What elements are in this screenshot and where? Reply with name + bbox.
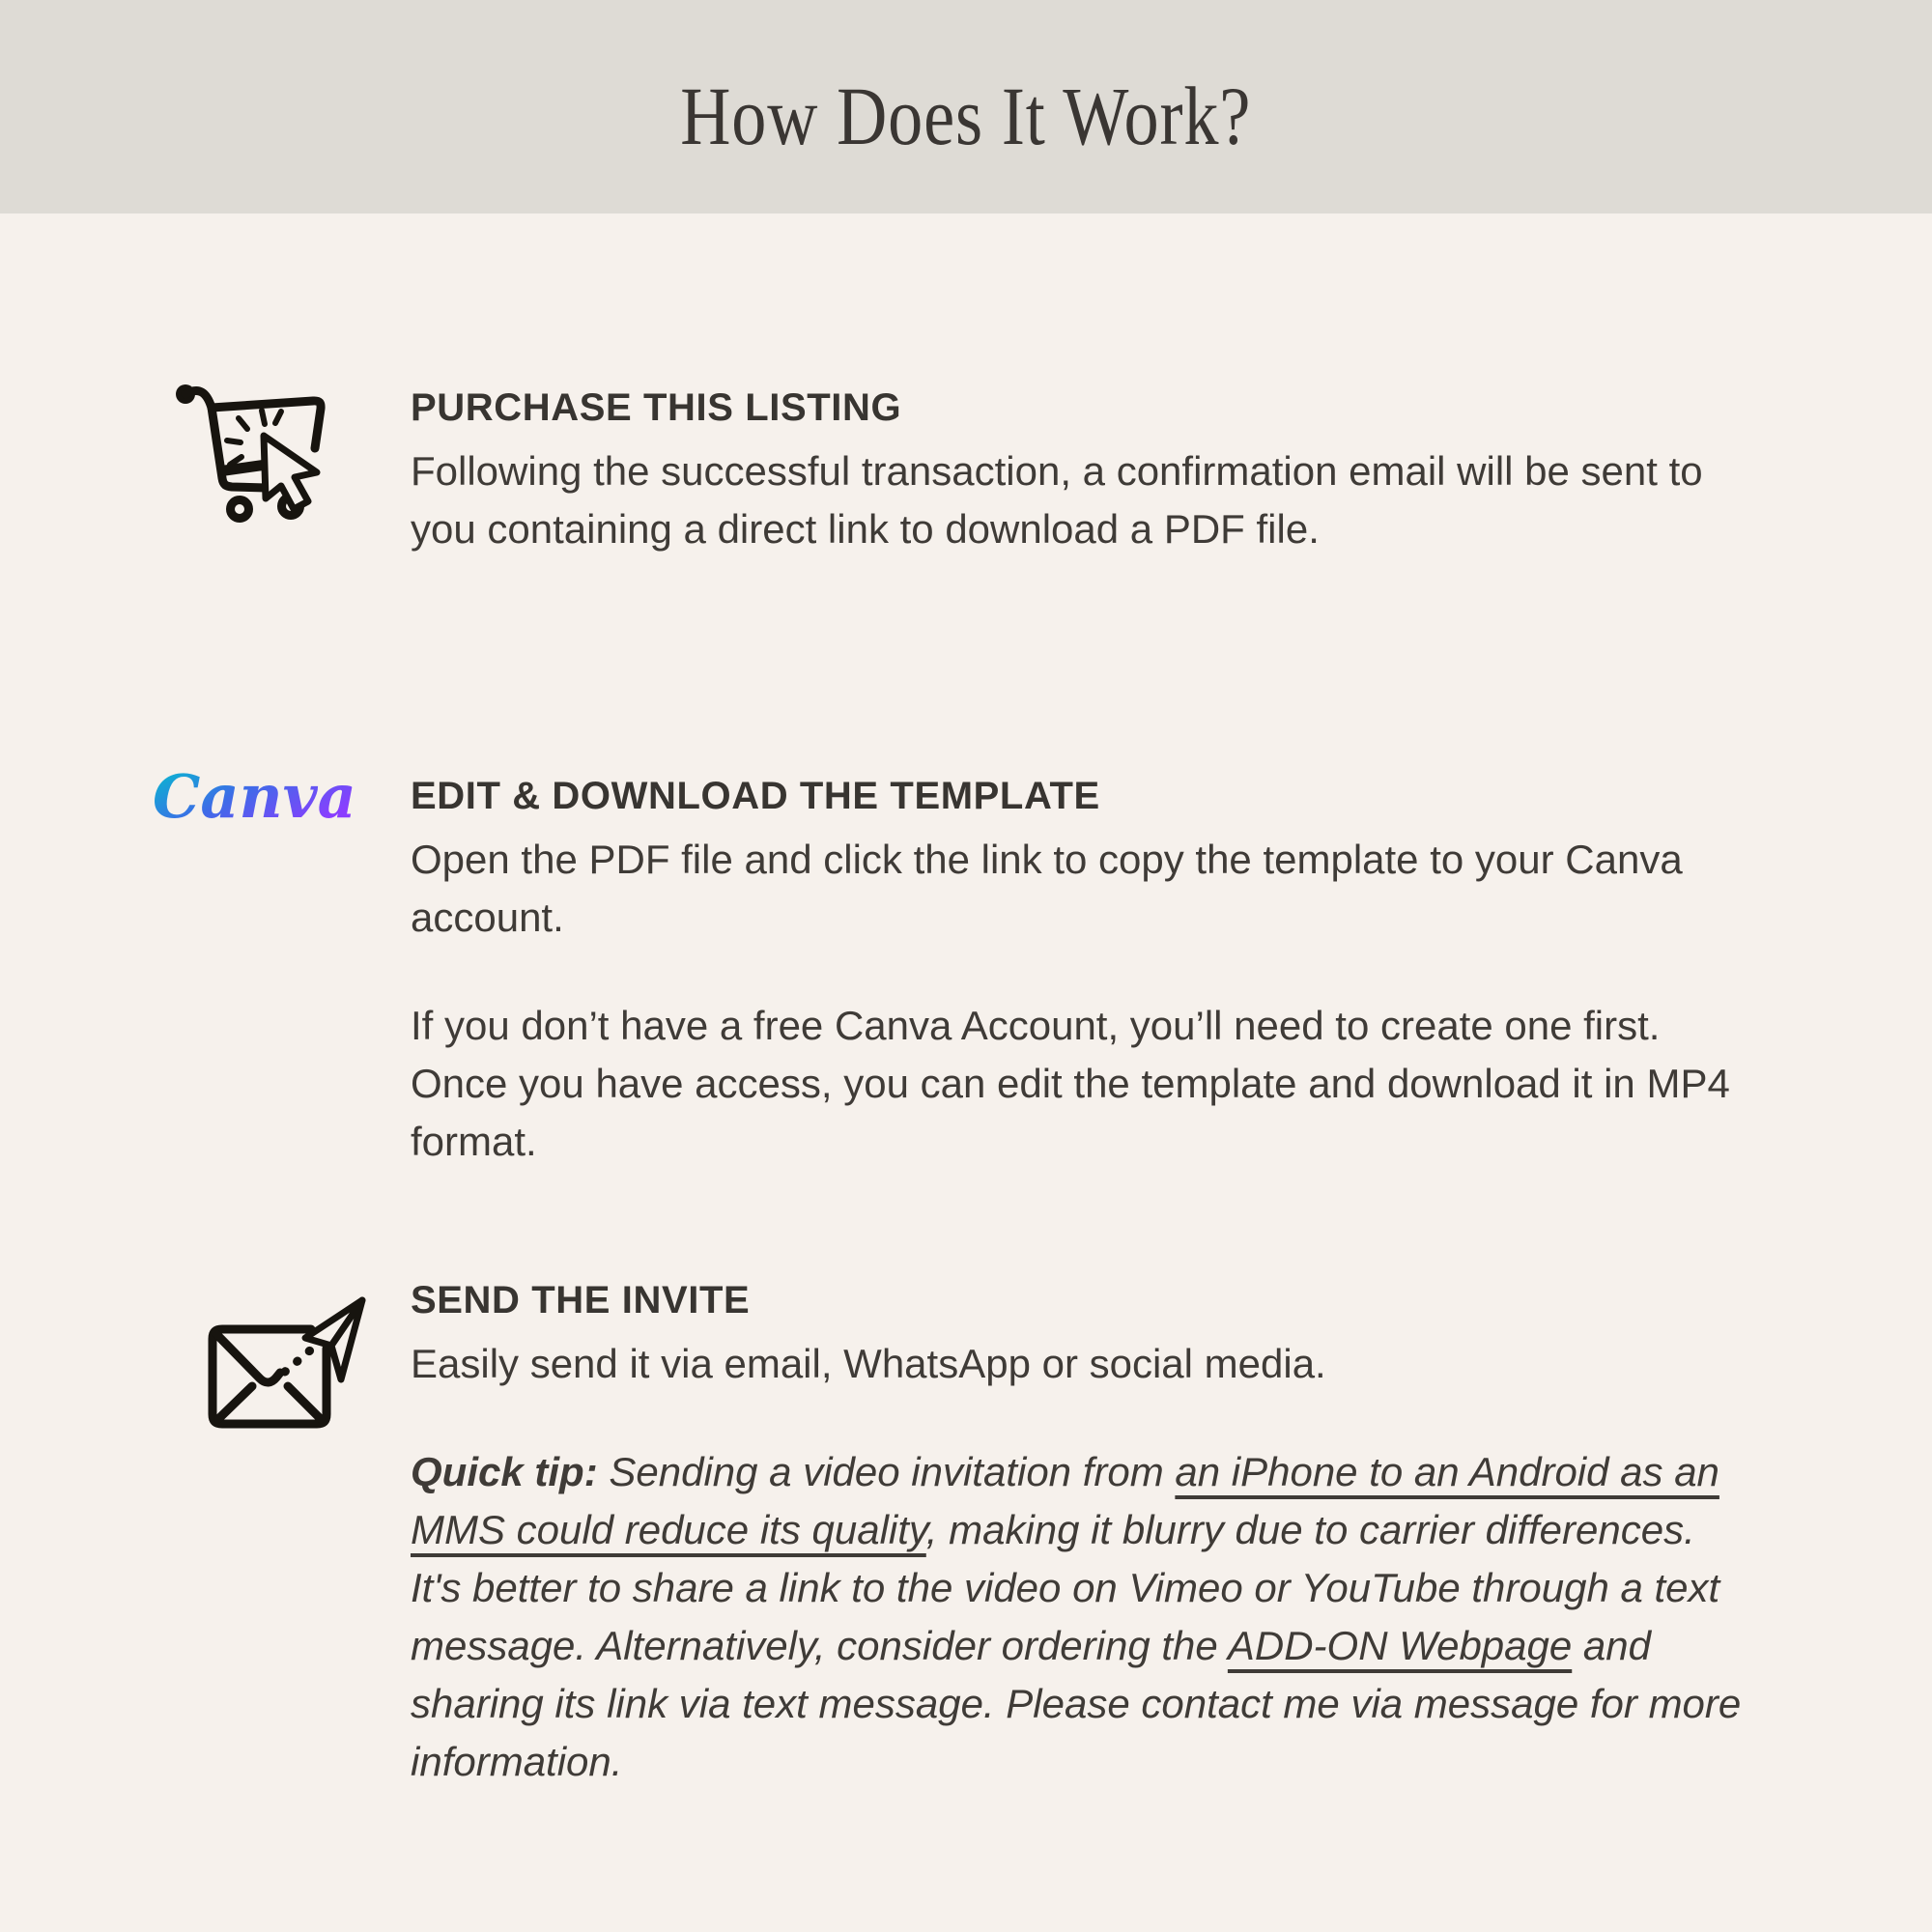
step-send-paragraph: Easily send it via email, WhatsApp or social media. [411,1341,1326,1386]
canva-logo-text: Canva [153,761,356,832]
envelope-send-icon [196,1291,370,1435]
step-purchase-heading: PURCHASE THIS LISTING [411,386,902,429]
step-edit-paragraph-1: Open the PDF file and click the link to copy the template to your Canva account. [411,837,1683,940]
step-purchase-paragraph: Following the successful transaction, a confirmation email will be sent to you containing a direct link to download a PDF file. [411,448,1703,552]
tip-segment: It's better to share a link to the video on Vimeo or YouTube through a text message. Alternatively, consider ordering the [411,1565,1720,1668]
quick-tip [411,1443,1744,1791]
tip-segment: an iPhone to an Android as an MMS could reduce its quality [411,1449,1719,1552]
cart-click-icon [172,379,336,526]
step-edit-download [411,771,1734,1171]
step-purchase [411,383,1734,558]
step-edit-heading: EDIT & DOWNLOAD THE TEMPLATE [411,775,1100,817]
tip-segment: Sending a video invitation from [597,1449,1176,1494]
tip-segment: , making it blurry due to carrier differences. [925,1507,1695,1552]
tip-segment: Quick tip: [411,1449,598,1494]
step-send-invite [411,1275,1742,1791]
canva-logo [151,759,361,837]
tip-segment: ADD-ON Webpage [1227,1623,1573,1668]
step-edit-paragraph-2: If you don’t have a free Canva Account, you’ll need to create one first. Once you have access, you can edit the template and download it in MP4 format. [411,1003,1730,1164]
step-send-heading: SEND THE INVITE [411,1279,751,1321]
page-title: How Does It Work? [680,69,1252,162]
tip-segment: and sharing its link via text message. Please contact me via message for more information. [411,1623,1742,1784]
header-banner [0,0,1932,213]
